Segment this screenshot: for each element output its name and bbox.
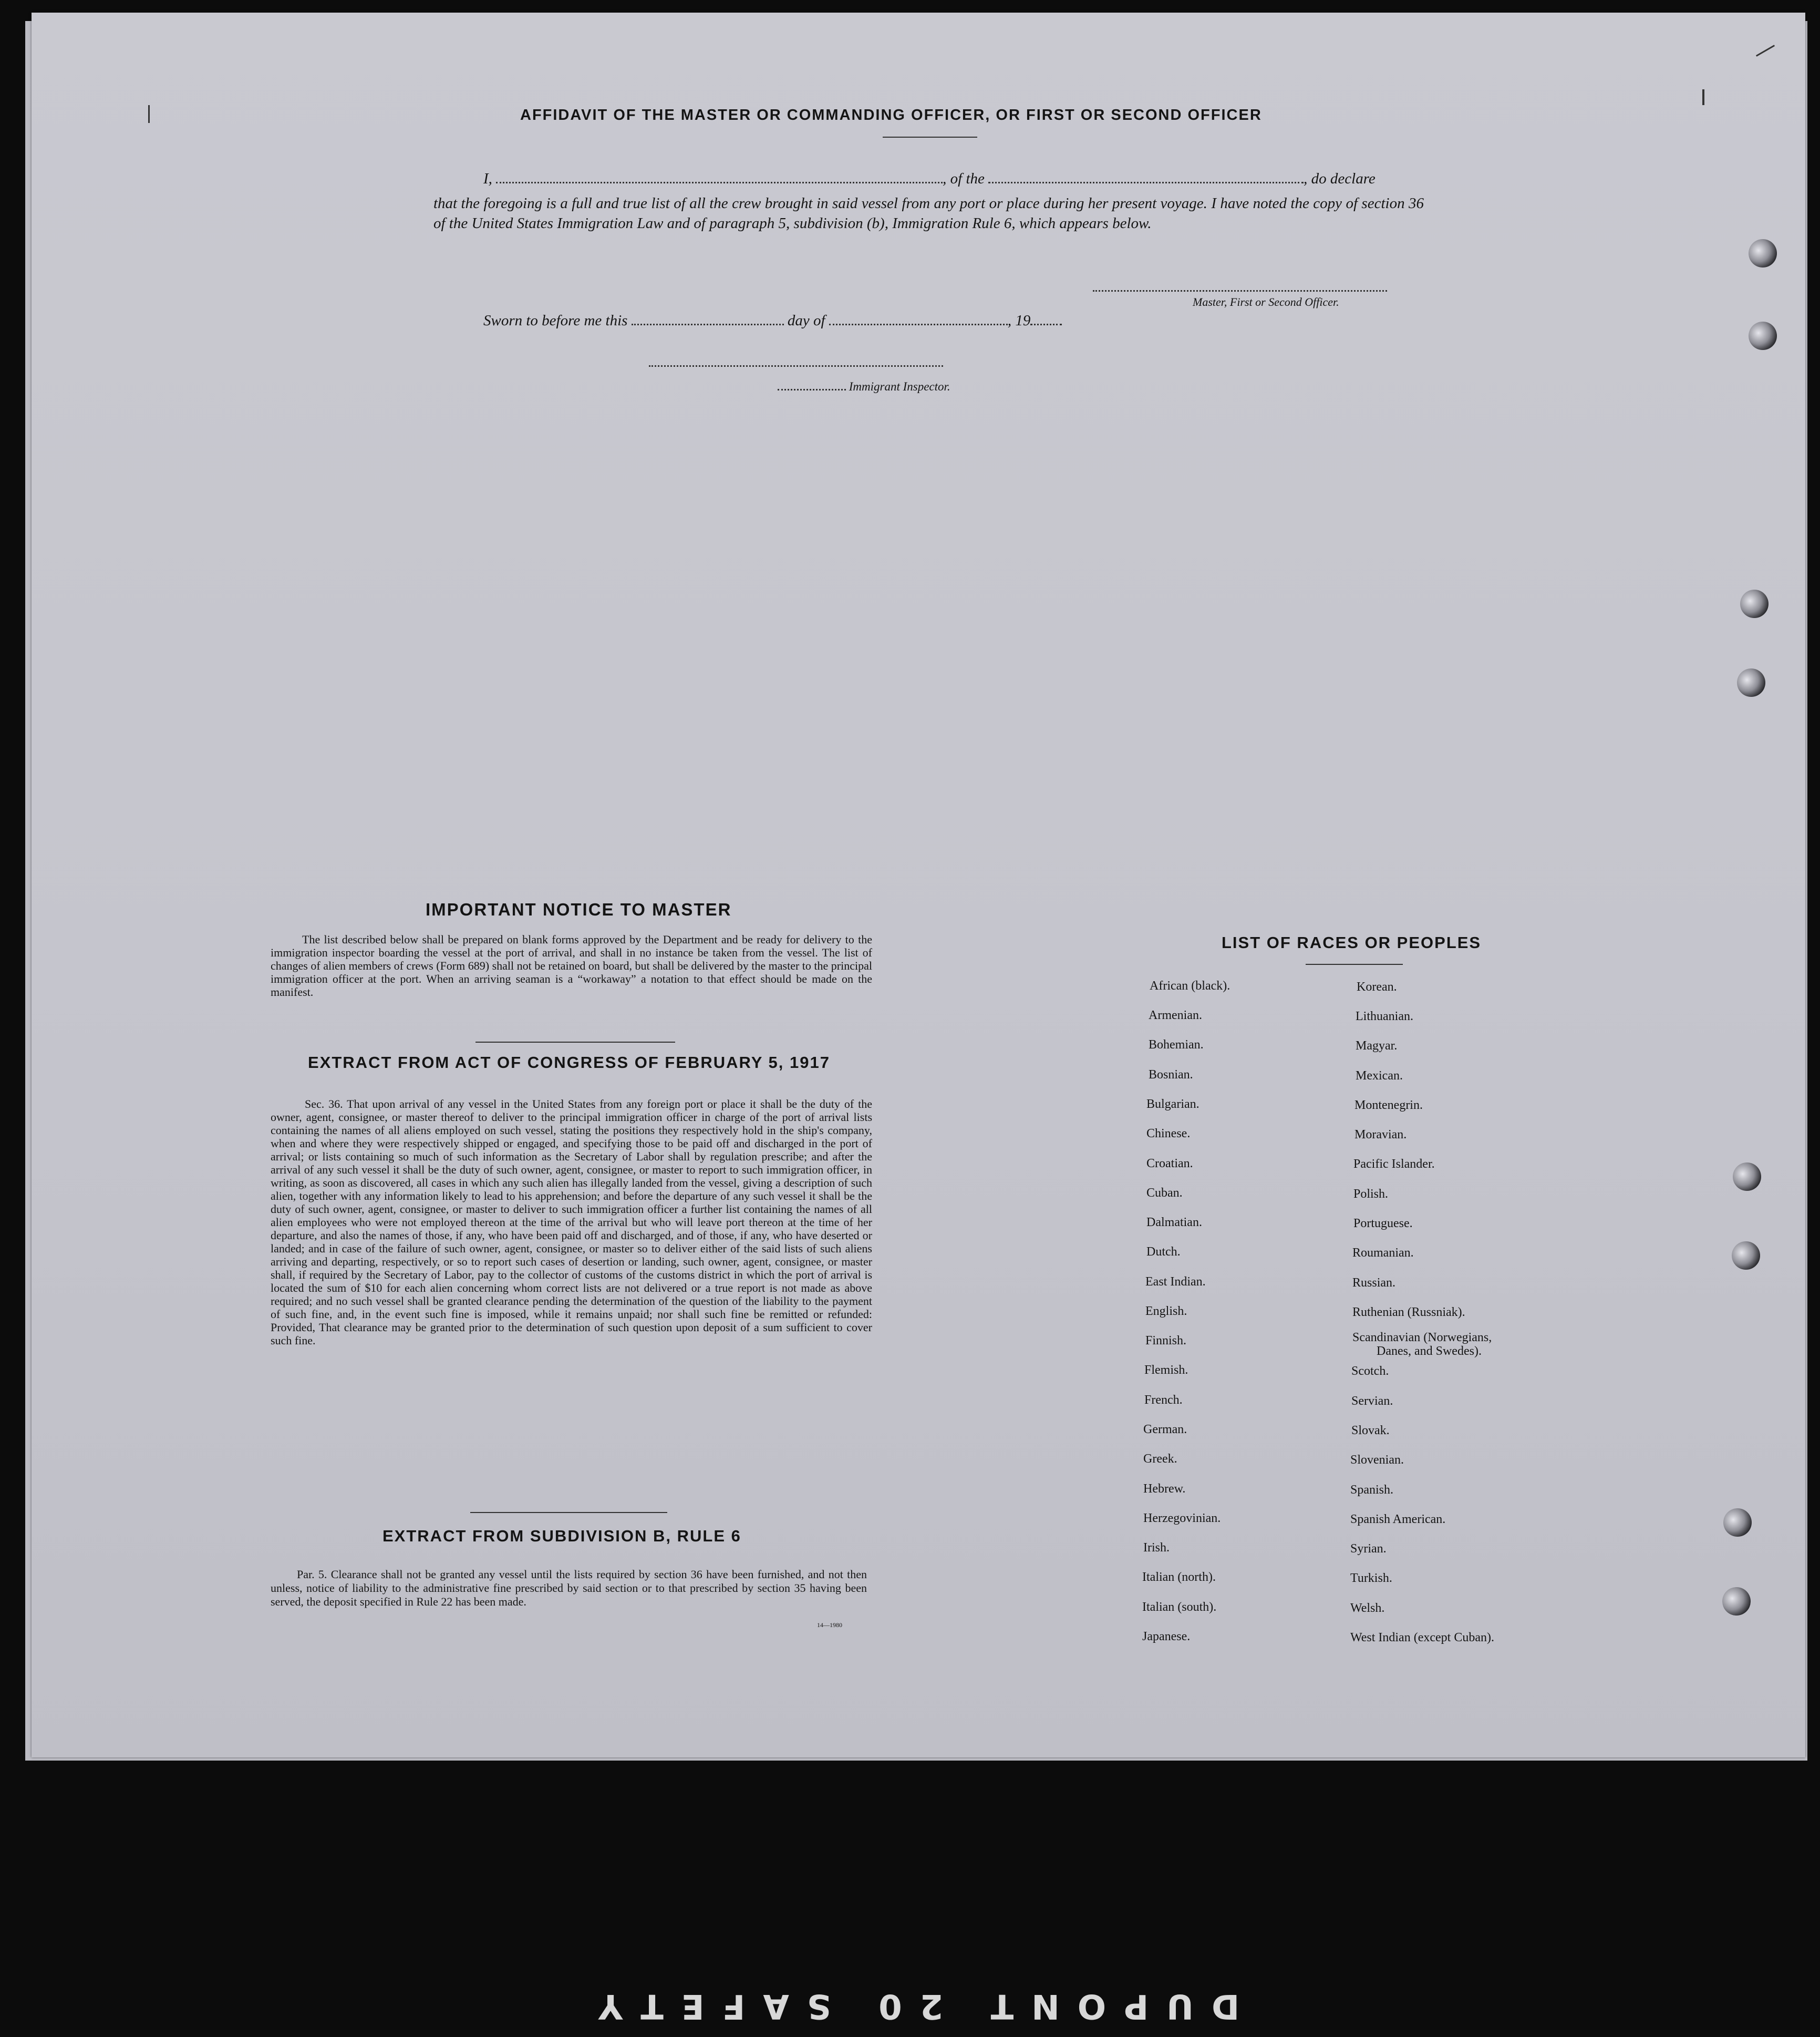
race-item: West Indian (except Cuban).: [1350, 1631, 1494, 1644]
declarant-name-field[interactable]: [496, 169, 943, 183]
notice-divider: [475, 1042, 675, 1043]
notice-title: IMPORTANT NOTICE TO MASTER: [426, 900, 732, 919]
affidavit-title: AFFIDAVIT OF THE MASTER OR COMMANDING OFFICER, OR FIRST OR SECOND OFFICER: [520, 107, 1262, 124]
race-item: Italian (south).: [1142, 1600, 1217, 1614]
race-item: Slovenian.: [1350, 1453, 1404, 1467]
master-signature-line[interactable]: [1093, 290, 1387, 292]
sworn-year-label: , 19: [1007, 312, 1031, 329]
race-item: Korean.: [1357, 980, 1397, 994]
sworn-day-label: day of: [787, 312, 825, 329]
race-item: African (black).: [1150, 979, 1230, 993]
affidavit-declaration-line: [483, 169, 1376, 188]
race-item: Polish.: [1353, 1187, 1389, 1201]
race-item: Pacific Islander.: [1353, 1157, 1435, 1171]
race-item: Armenian.: [1149, 1009, 1202, 1022]
race-item: Italian (north).: [1142, 1570, 1216, 1584]
do-declare-label: , do declare: [1304, 170, 1376, 187]
stray-mark: [148, 105, 150, 123]
punch-hole: [1723, 1508, 1752, 1537]
punch-hole: [1722, 1587, 1751, 1616]
race-item: Syrian.: [1350, 1542, 1387, 1556]
race-item: Montenegrin.: [1354, 1098, 1423, 1112]
film-edge-text: DUPONT 20 SAFETY: [580, 1987, 1240, 2025]
race-item: Bohemian.: [1149, 1038, 1204, 1052]
race-item: Spanish.: [1350, 1483, 1394, 1497]
race-item: Welsh.: [1350, 1601, 1385, 1615]
inspector-label: Immigrant Inspector.: [849, 380, 950, 393]
sworn-month-field[interactable]: [829, 311, 1008, 325]
race-item: Herzegovinian.: [1143, 1511, 1221, 1525]
inspector-signature-label: [778, 379, 950, 394]
races-title-rule: [1306, 964, 1403, 965]
race-item: Dutch.: [1146, 1245, 1181, 1259]
race-item: Hebrew.: [1143, 1482, 1186, 1496]
of-the-label: , of the: [943, 170, 985, 187]
punch-hole: [1733, 1162, 1761, 1191]
document-page: [32, 13, 1805, 1757]
race-item: Magyar.: [1356, 1039, 1398, 1053]
race-item: Slovak.: [1351, 1424, 1390, 1437]
race-item: Moravian.: [1354, 1128, 1407, 1141]
race-item: German.: [1143, 1423, 1187, 1436]
affidavit-body: that the foregoing is a full and true list of all the crew brought in said vessel from any port or place during her present voyage. I have noted the copy of section 36 of the United States Immigration Law and of paragraph 5, subdivision (b), Immigration Rule 6, which appears below.: [433, 195, 1424, 232]
sworn-prefix: Sworn to before me this: [483, 312, 628, 329]
inspector-signature-line[interactable]: [649, 365, 943, 367]
inspector-name-field[interactable]: [778, 379, 846, 390]
race-item: Portuguese.: [1353, 1217, 1413, 1230]
race-item: Turkish.: [1350, 1571, 1392, 1585]
punch-hole: [1740, 590, 1769, 618]
race-item: Danes, and Swedes).: [1377, 1344, 1482, 1358]
sworn-year-field[interactable]: [1030, 311, 1062, 325]
punch-hole: [1749, 322, 1777, 350]
punch-hole: [1732, 1241, 1760, 1270]
extract-rule-body: Par. 5. Clearance shall not be granted any vessel until the lists required by section 36 have been furnished, and not then unless, notice of liability to the administrative fine prescribed by said section or to that prescribed by section 35 having been served, the deposit specified in Rule 22 has been made.: [271, 1568, 867, 1608]
punch-hole: [1737, 668, 1765, 697]
sworn-day-field[interactable]: [632, 311, 784, 325]
race-item: Greek.: [1143, 1452, 1177, 1466]
extract-act-body: Sec. 36. That upon arrival of any vessel in the United States from any foreign port or place it shall be the duty of the owner, agent, consignee, or master thereof to deliver to the principal immigration officer in charge of the port of arrival lists containing the names of all aliens employed on such vessel, stating the positions they respectively hold in the ship's company, when and where they were respectively shipped or engaged, and specifying those to be paid off and discharged in the port of arrival; or lists containing so much of such information as the Secretary of Labor shall by regulation prescribe; and after the arrival of any such vessel it shall be the duty of such owner, agent, consignee, or master to report to such immigration officer, in writing, as soon as discovered, all cases in which any such alien has illegally landed from the vessel, giving a description of such alien, together with any information likely to lead to his apprehension; and before the departure of any such vessel it shall be the duty of such owner, agent, consignee, or master to deliver to such immigration officer a further list containing the names of all alien employees who were not employed thereon at the time of the arrival but who will leave port thereon at the time of her departure, and also the names of those, if any, who have been paid off and discharged, and of those, if any, who have deserted or landed; and in case of the failure of such owner, agent, consignee, or master so to deliver either of the said lists of such aliens arriving and departing, respectively, or so to report such cases of desertion or landing, such owner, agent, consignee, or master shall, if required by the Secretary of Labor, pay to the collector of customs of the customs district in which the port of arrival is located the sum of $10 for each alien concerning whom correct lists are not delivered or a true report is not made as above required; and no such vessel shall be granted clearance pending the determination of the question of the liability to the payment of such fine, and, in the event such fine is imposed, while it remains unpaid; nor shall such fine be remitted or refunded: Provided, That clearance may be granted prior to the determination of such question upon deposit of a sum sufficient to cover such fine.: [271, 1097, 872, 1347]
extract-act-divider: [470, 1512, 667, 1513]
race-item: French.: [1144, 1393, 1183, 1407]
stray-mark: [1702, 89, 1704, 105]
race-item: Spanish American.: [1350, 1513, 1446, 1526]
race-item: Bulgarian.: [1146, 1097, 1199, 1111]
sworn-line: [483, 311, 1062, 330]
race-item: Mexican.: [1356, 1069, 1403, 1083]
race-item: Dalmatian.: [1146, 1216, 1202, 1229]
race-item: Cuban.: [1146, 1186, 1183, 1200]
declarant-label: I,: [483, 170, 492, 187]
master-signature-label: Master, First or Second Officer.: [1193, 295, 1339, 308]
affidavit-title-rule: [883, 137, 977, 138]
race-item: Croatian.: [1146, 1157, 1193, 1170]
race-item: Servian.: [1351, 1394, 1393, 1408]
race-item: English.: [1145, 1304, 1187, 1318]
race-item: Irish.: [1143, 1541, 1170, 1555]
races-title: LIST OF RACES OR PEOPLES: [1222, 933, 1482, 952]
punch-hole: [1749, 239, 1777, 268]
race-item: Finnish.: [1145, 1334, 1187, 1347]
race-item: Ruthenian (Russniak).: [1352, 1305, 1465, 1319]
race-item: Lithuanian.: [1356, 1010, 1413, 1023]
race-item: Chinese.: [1146, 1127, 1191, 1140]
race-item: Flemish.: [1144, 1363, 1188, 1377]
race-item: Scotch.: [1351, 1364, 1389, 1378]
extract-rule-title: EXTRACT FROM SUBDIVISION B, RULE 6: [382, 1527, 741, 1545]
race-item: Scandinavian (Norwegians,: [1352, 1331, 1492, 1344]
vessel-name-field[interactable]: [988, 169, 1304, 183]
extract-act-title: EXTRACT FROM ACT OF CONGRESS OF FEBRUARY 5, 1917: [308, 1053, 830, 1072]
form-number: 14—1980: [817, 1621, 842, 1629]
race-item: Russian.: [1352, 1276, 1396, 1290]
race-item: East Indian.: [1145, 1275, 1206, 1289]
notice-body: The list described below shall be prepared on blank forms approved by the Department and be ready for delivery to the immigration inspector boarding the vessel at the port of arrival, and shall in no instance be taken from the vessel. The list of changes of alien members of crews (Form 689) shall not be retained on board, but shall be delivered by the master to the principal immigration officer at the port. When an arriving seaman is a “workaway” a notation to that effect should be made on the manifest.: [271, 933, 872, 999]
race-item: Japanese.: [1142, 1630, 1191, 1643]
race-item: Bosnian.: [1149, 1068, 1193, 1082]
race-item: Roumanian.: [1352, 1246, 1414, 1260]
